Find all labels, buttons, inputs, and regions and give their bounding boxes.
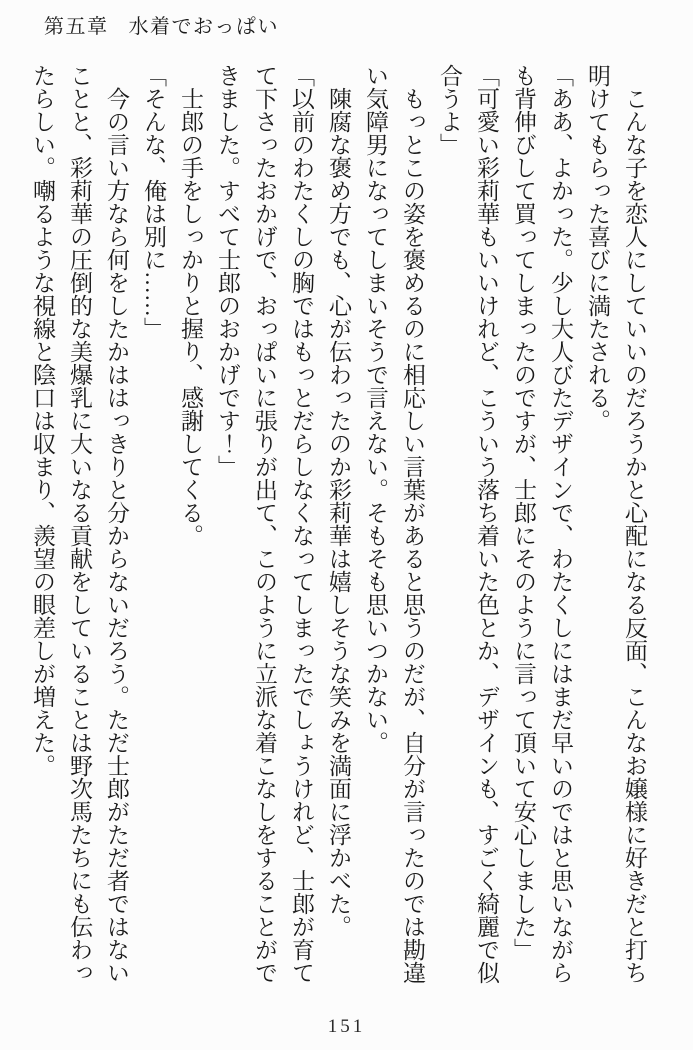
body-paragraph: 「可愛い彩莉華もいいけれど、こういう落ち着いた色とか、デザインも、すごく綺麗で似合うよ」: [437, 64, 499, 984]
body-paragraph: 陳腐な褒め方でも、心が伝わったのか彩莉華は嬉しそうな笑みを満面に浮かべた。: [326, 87, 351, 938]
page-number: 151: [327, 1016, 366, 1037]
body-paragraph: 士郎の手をしっかりと握り、感謝してくる。: [178, 87, 203, 547]
running-header: [44, 10, 279, 39]
body-paragraph: 「ああ、よかった。少し大人びたデザインで、わたくしにはまだ早いのではと思いながらも背伸びして買ってしまったのですが、士郎にそのように言って頂いて安心しました」: [511, 64, 573, 984]
body-paragraph: 「以前のわたくしの胸ではもっとだらしなくなってしまったでしょうけれど、士郎が育てて下さったおかげで、おっぱいに張りが出て、このように立派な着こなしをすることができました。すべて士郎のおかげです！」: [215, 64, 314, 984]
chapter-number: 第五章: [44, 16, 109, 38]
body-paragraph: こんな子を恋人にしていいのだろうかと心配になる反面、こんなお嬢様に好きだと打ち明けてもらった喜びに満たされる。: [585, 64, 647, 984]
body-paragraph: もっとこの姿を褒めるのに相応しい言葉があると思うのだが、自分が言ったのでは勘違い気障男になってしまいそうで言えない。そもそも思いつかない。: [363, 64, 425, 984]
body-text: [24, 64, 653, 985]
chapter-title: 水着でおっぱい: [128, 16, 279, 38]
body-paragraph: 今の言い方なら何をしたかははっきりと分からないだろう。ただ士郎がただ者ではないことと、彩莉華の圧倒的な美爆乳に大いなる貢献をしていることは野次馬たちにも伝わったらしい。嘲るような視線と陰口は収まり、羨望の眼差しが増えた。: [30, 64, 129, 984]
body-paragraph: 「そんな、俺は別に……」: [141, 64, 166, 340]
